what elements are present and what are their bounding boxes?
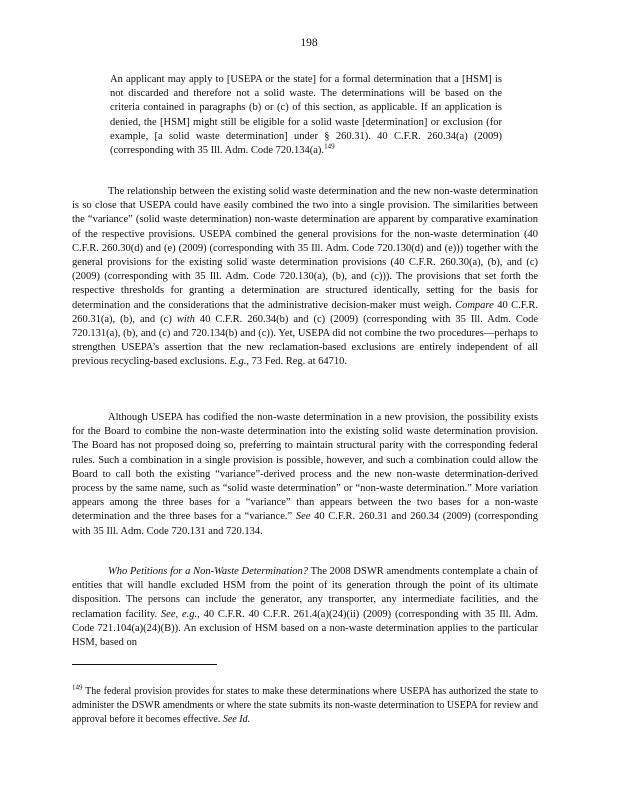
paragraph-text: The 2008 DSWR amendments contemplate a chain of entities that will handle excluded HSM from the point of its generation through the point of its ultimate disposition. The persons can include the generator, any transporter, any intermediate facilities, and the reclamation facility. [72, 566, 538, 620]
footnote [72, 685, 538, 727]
footnote-signal: See Id. [222, 714, 251, 725]
paragraph-who-petitions [72, 565, 538, 650]
paragraph-codified [72, 411, 538, 539]
block-quote-text [110, 73, 502, 158]
citation-text: 40 C.F.R. 260.31(a), (b), and (c) [72, 299, 538, 325]
signal-compare: Compare [455, 299, 494, 311]
block-quote [110, 73, 502, 158]
citation-text: , 40 C.F.R. 40 C.F.R. 261.4(a)(24)(ii) (2009) (corresponding with 35 Ill. Adm. Code 721.104(a)(24)(B)). An exclusion of HSM based on a non-waste determination applies to the particular HSM, based on [72, 608, 539, 649]
citation-text: 40 C.F.R. 260.34(b) and (c) (2009) (corresponding with 35 Ill. Adm. Code 720.131(a), (b), and (c) and 720.134(b) and (c)). Yet, USEPA did not combine the two procedures—perhaps to strengthen USEPA’s assertion that the new reclamation-based exclusions are entirely independent of all previous recycling-based exclusions. [72, 313, 539, 368]
paragraph-relationship [72, 185, 538, 370]
paragraph-text: The relationship between the existing solid waste determination and the new non-waste determination is so close that USEPA could have easily combined the two into a single provision. The similarities between the “variance” (solid waste determination) non-waste determination are apparent by comparative examination of the respective provisions. USEPA combined the general provisions for the non-waste determination (40 C.F.R. 260.30(d) and (e) (2009) (corresponding with 35 Ill. Adm. Code 720.130(d) and (e))) together with the general provisions for the existing solid waste determination provisions (40 C.F.R. 260.30(a), (b), and (c) (2009) (corresponding with 35 Ill. Adm. Code 720.130(a), (b), and (c))). The provisions that set forth the respective thresholds for granting a determination are structured identically, setting for the basis for determination and the considerations that the administrative decision-maker must weigh. [72, 186, 538, 311]
footnote-reference: 149 [324, 142, 335, 151]
signal-see: See [295, 511, 311, 523]
signal-with: with [176, 313, 195, 325]
page-number: 198 [300, 37, 318, 49]
signal-eg: E.g. [229, 356, 247, 368]
footnote-number: 149 [72, 683, 83, 692]
quote-text: An applicant may apply to [USEPA or the state] for a formal determination that a [HSM] is not discarded and therefore not a solid waste. The determinations will be based on the criteria contained in paragraphs (b) or (c) of this section, as applicable. If an application is denied, the [HSM] might still be eligible for a solid waste [determination] or exclusion (for example, [a solid waste determination] under § 260.31). 40 C.F.R. 260.34(a) (2009) (corresponding with 35 Ill. Adm. Code 720.134(a). [110, 74, 502, 157]
citation-text: , 73 Fed. Reg. at 64710. [246, 356, 348, 368]
section-heading: Who Petitions for a Non-Waste Determination? [108, 566, 309, 577]
citation-text: 40 C.F.R. 260.31 and 260.34 (2009) (corresponding with 35 Ill. Adm. Code 720.131 and 720.134. [72, 511, 539, 537]
footnote-divider [72, 664, 217, 665]
paragraph-text: Although USEPA has codified the non-waste determination in a new provision, the possibility exists for the Board to combine the non-waste determination into the existing solid waste determination provision. The Board has not proposed doing so, preferring to maintain structural parity with the corresponding federal rules. Such a combination in a single provision is possible, however, and such a combination could allow the Board to call both the existing “variance”-derived process and the new non-waste determination-derived process by the same name, such as “solid waste determination” or “non-waste determination.” More variation appears among the three bases for a “variance” than appears between the two bases for a non-waste determination and the three bases for a “variance.” [72, 412, 538, 523]
footnote-text: The federal provision provides for states to make these determinations where USEPA has authorized the state to administer the DSWR amendments or where the state submits its non-waste determination to USEPA for review and approval before it becomes effective. [72, 686, 538, 725]
signal-see-eg: See, e.g. [160, 608, 198, 620]
